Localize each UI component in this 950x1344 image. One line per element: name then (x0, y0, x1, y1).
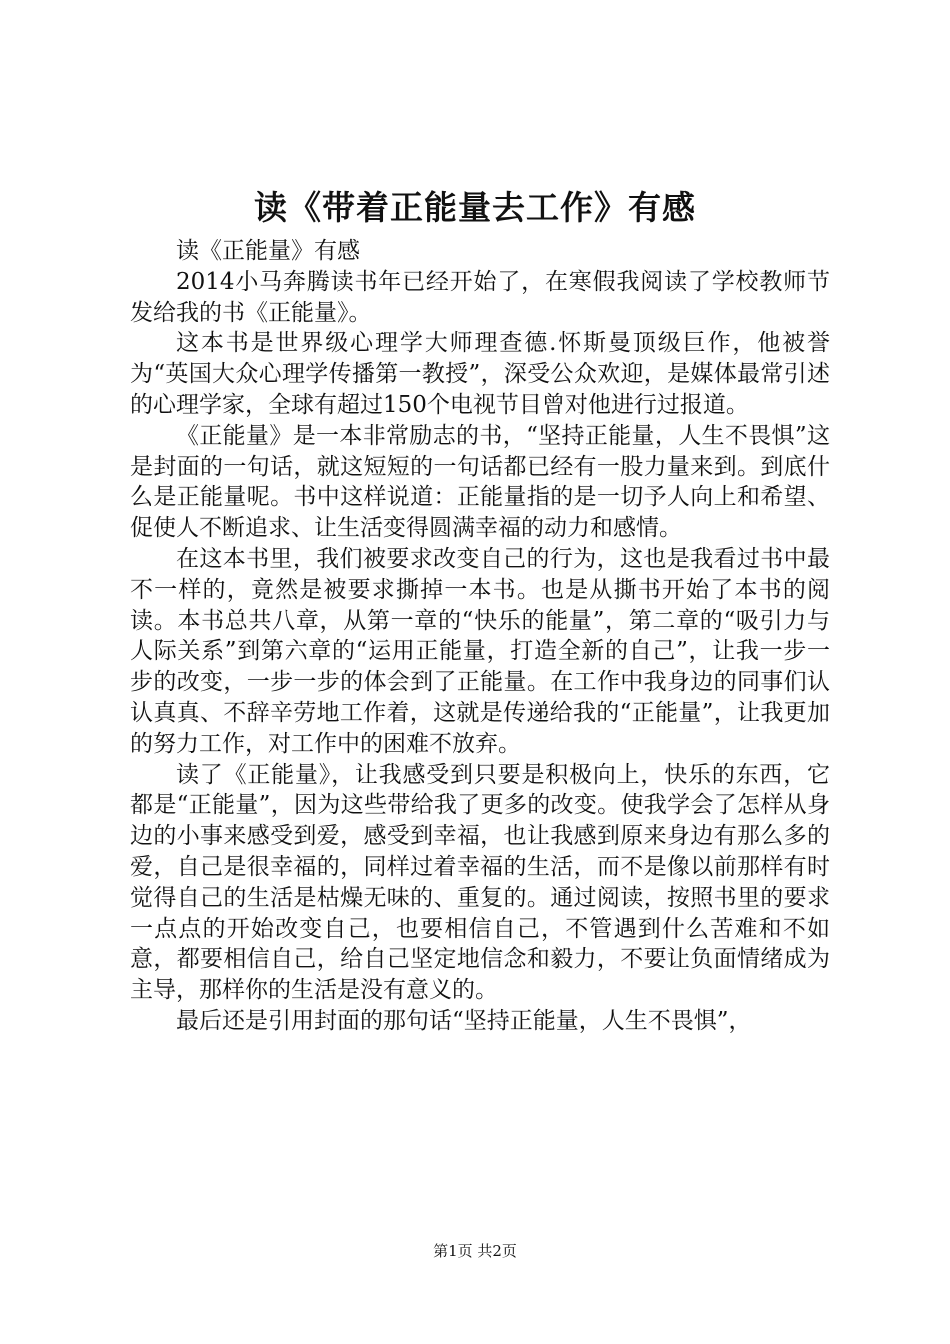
paragraph: 最后还是引用封面的那句话“坚持正能量，人生不畏惧”， (176, 1007, 752, 1034)
paragraph: 这本书是世界级心理学大师理查德.怀斯曼顶级巨作，他被誉为“英国大众心理学传播第一教授”，深受公众欢迎，是媒体最常引述的心理学家，全球有超过150个电视节目曾对他进行过报道。 (130, 330, 830, 418)
document-body (130, 236, 830, 1037)
paragraph-subtitle: 读《正能量》有感 (176, 238, 360, 264)
page-number-footer: 第1页 共2页 (433, 1242, 517, 1260)
paragraph: 读了《正能量》，让我感受到只要是积极向上，快乐的东西，它都是“正能量”，因为这些带给我了更多的改变。使我学会了怎样从身边的小事来感受到爱，感受到幸福，也让我感到原来身边有那么多的爱，自己是很幸福的，同样过着幸福的生活，而不是像以前那样有时觉得自己的生活是枯燥无味的、重复的。通过阅读，按照书里的要求一点点的开始改变自己，也要相信自己，不管遇到什么苦难和不如意，都要相信自己，给自己坚定地信念和毅力，不要让负面情绪成为主导，那样你的生活是没有意义的。 (130, 761, 830, 1004)
document-title: 读《带着正能量去工作》有感 (254, 188, 696, 227)
paragraph: 在这本书里，我们被要求改变自己的行为，这也是我看过书中最不一样的，竟然是被要求撕掉一本书。也是从撕书开始了本书的阅读。本书总共八章，从第一章的“快乐的能量”，第二章的“吸引力与人际关系”到第六章的“运用正能量，打造全新的自己”，让我一步一步的改变，一步一步的体会到了正能量。在工作中我身边的同事们认认真真、不辞辛劳地工作着，这就是传递给我的“正能量”，让我更加的努力工作，对工作中的困难不放弃。 (130, 545, 830, 757)
paragraph: 《正能量》是一本非常励志的书，“坚持正能量，人生不畏惧”这是封面的一句话，就这短短的一句话都已经有一股力量来到。到底什么是正能量呢。书中这样说道：正能量指的是一切予人向上和希望、促使人不断追求、让生活变得圆满幸福的动力和感情。 (130, 422, 830, 542)
paragraph: 2014小马奔腾读书年已经开始了，在寒假我阅读了学校教师节发给我的书《正能量》。 (130, 268, 830, 326)
